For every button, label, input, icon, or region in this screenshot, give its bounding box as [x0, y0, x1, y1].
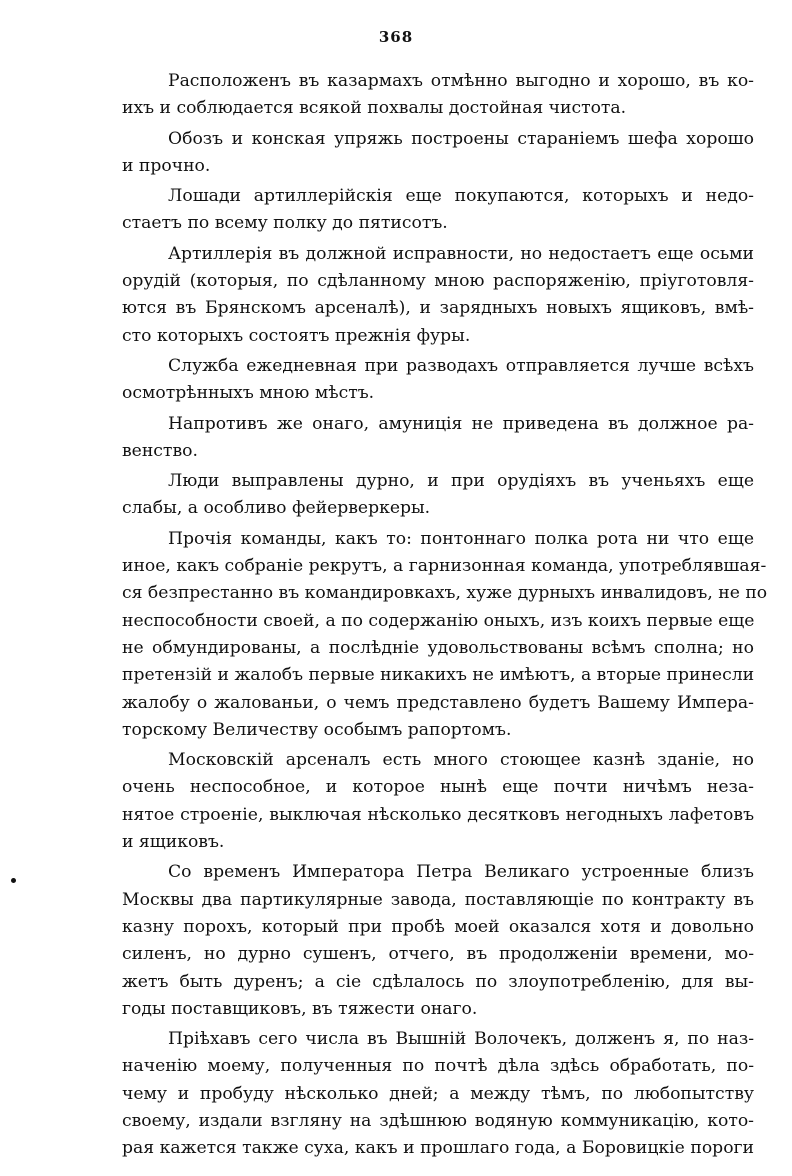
- text-line: своему, издали взгляну на здѣшнюю водяную коммуникацію, кото-: [122, 1110, 754, 1131]
- text-line: чему и пробуду нѣсколько дней; а между тѣмъ, по любопытству: [122, 1083, 754, 1104]
- text-line: ся безпрестанно въ командировкахъ, хуже дурныхъ инвалидовъ, не по: [122, 583, 768, 604]
- text-line: и ящиковъ.: [122, 832, 225, 853]
- paragraph: [122, 411, 754, 466]
- paragraph: [122, 1026, 754, 1162]
- paragraph: [122, 183, 754, 238]
- text-line: наченію моему, полученныя по почтѣ дѣла здѣсь обработать, по-: [122, 1056, 754, 1077]
- text-line: Обозъ и конская упряжь построены стараніемъ шефа хорошо: [168, 128, 754, 149]
- text-line: слабы, а особливо фейерверкеры.: [122, 498, 431, 519]
- text-line: Москвы два партикулярные завода, поставляющіе по контракту въ: [122, 889, 754, 910]
- paragraph: [122, 859, 754, 1023]
- text-line: торскому Величеству особымъ рапортомъ.: [122, 719, 512, 740]
- text-line: Люди выправлены дурно, и при орудіяхъ въ ученьяхъ еще: [168, 471, 754, 492]
- text-line: Расположенъ въ казармахъ отмѣнно выгодно и хорошо, въ ко-: [168, 71, 754, 91]
- text-line: жетъ быть дуренъ; а сіе сдѣлалось по злоупотребленію, для вы-: [122, 971, 754, 992]
- text-line: Лошади артиллерійскія еще покупаются, которыхъ и недо-: [168, 186, 754, 207]
- text-line: Московскій арсеналъ есть много стоющее казнѣ зданіе, но: [168, 750, 754, 771]
- paragraph: [122, 353, 754, 408]
- text-line: иное, какъ собраніе рекрутъ, а гарнизонная команда, употреблявшая-: [122, 556, 767, 577]
- text-line: рая кажется также суха, какъ и прошлаго года, а Боровицкіе пороги: [122, 1138, 754, 1159]
- margin-mark: [11, 878, 16, 883]
- text-line: венство.: [122, 440, 198, 461]
- text-line: неспособности своей, а по содержанію оныхъ, изъ коихъ первые еще: [122, 610, 755, 631]
- text-line: силенъ, но дурно сушенъ, отчего, въ продолженіи времени, мо-: [122, 944, 754, 965]
- body-text: [122, 68, 768, 1166]
- text-line: Артиллерія въ должной исправности, но недостаетъ еще осьми: [168, 243, 754, 264]
- text-line: орудій (которыя, по сдѣланному мною распоряженію, пріуготовля-: [122, 271, 754, 292]
- text-line: стаетъ по всему полку до пятисотъ.: [122, 213, 448, 234]
- paragraph: [122, 126, 754, 181]
- page-number: 368: [378, 28, 414, 46]
- text-line: Служба ежедневная при разводахъ отправляется лучше всѣхъ: [168, 355, 754, 376]
- text-line: ются въ Брянскомъ арсеналѣ), и зарядныхъ новыхъ ящиковъ, вмѣ-: [122, 298, 754, 319]
- text-line: жалобу о жалованьи, о чемъ представлено будетъ Вашему Импера-: [122, 692, 754, 713]
- text-line: осмотрѣнныхъ мною мѣстъ.: [122, 383, 375, 404]
- text-line: годы поставщиковъ, въ тяжести онаго.: [122, 998, 478, 1019]
- text-line: и прочно.: [122, 155, 211, 176]
- text-line: не обмундированы, а послѣдніе удовольствованы всѣмъ сполна; но: [122, 637, 754, 658]
- paragraph: [122, 526, 768, 744]
- text-line: Прочія команды, какъ то: понтоннаго полка рота ни что еще: [168, 528, 754, 549]
- paragraph: [122, 68, 754, 123]
- text-line: сто которыхъ состоятъ прежнія фуры.: [122, 325, 471, 346]
- text-line: казну порохъ, который при пробѣ моей оказался хотя и довольно: [122, 916, 754, 937]
- text-line: Со временъ Императора Петра Великаго устроенные близъ: [168, 862, 754, 883]
- text-line: Пріѣхавъ сего числа въ Вышній Волочекъ, долженъ я, по наз-: [168, 1029, 754, 1050]
- paragraph: [122, 747, 754, 856]
- text-line: нятое строеніе, выключая нѣсколько десятковъ негодныхъ лафетовъ: [122, 804, 754, 825]
- text-line: Напротивъ же онаго, амуниція не приведена въ должное ра-: [168, 413, 754, 434]
- paragraph: [122, 468, 754, 523]
- text-line: ихъ и соблюдается всякой похвалы достойная чистота.: [122, 98, 627, 119]
- text-line: претензій и жалобъ первые никакихъ не имѣютъ, а вторые принесли: [122, 665, 755, 686]
- text-line: очень неспособное, и которое нынѣ еще почти ничѣмъ неза-: [122, 777, 754, 798]
- paragraph: [122, 241, 754, 350]
